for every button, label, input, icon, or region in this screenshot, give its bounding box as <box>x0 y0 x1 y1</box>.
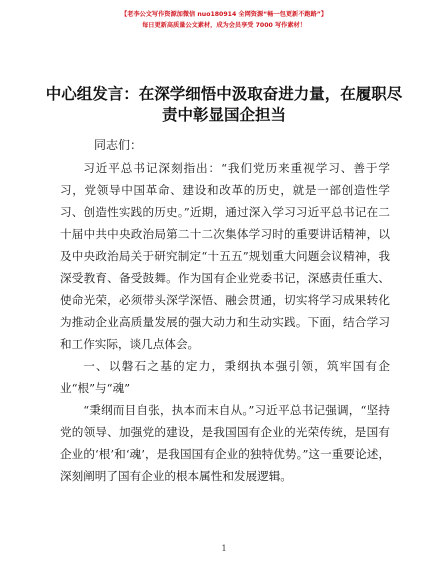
salutation: 同志们： <box>94 138 143 152</box>
page-number: 1 <box>221 544 227 553</box>
promo-banner <box>0 9 448 31</box>
promo-banner-line-1: 【老李公文写作资源加微信 nuo180914 全网资源“畅一包更新不跑路”】 <box>120 11 328 18</box>
document-body <box>60 157 390 487</box>
promo-banner-line-2: 每日更新高质量公文素材，成为会员享受 7000 写作素材！ <box>142 22 306 29</box>
body-paragraph: 习近平总书记深刻指出：“我们党历来重视学习、善于学习，党领导中国革命、建设和改革的历史，就是一部创造性学习、创造性实践的历史。”近期，通过深入学习习近平总书记在二十届中共中央政治局第二十二次集体学习时的重要讲话精神，以及中央政治局关于研究制定“十五五”规划重大问题会议精神，我深受教育、备受鼓舞。作为国有企业党委书记，深感责任重大、使命光荣，必须带头深学深悟、融会贯通，切实将学习成果转化为推动企业高质量发展的强大动力和生动实践。下面，结合学习和工作实际，谈几点体会。 <box>60 161 390 351</box>
section-heading: 一、以磐石之基的定力，秉纲执本强引领，筑牢国有企业“根”与“魂” <box>60 359 390 395</box>
body-paragraph: “秉纲而目自张，执本而末自从。”习近平总书记强调，“坚持党的领导、加强党的建设，是我国国有企业的光荣传统，是国有企业的‘根’和‘魂’，是我国国有企业的独特优势。”这一重要论述，深刻阐明了国有企业的根本属性和发展逻辑。 <box>60 403 390 483</box>
document-title: 中心组发言：在深学细悟中汲取奋进力量，在履职尽责中彰显国企担当 <box>45 85 403 124</box>
